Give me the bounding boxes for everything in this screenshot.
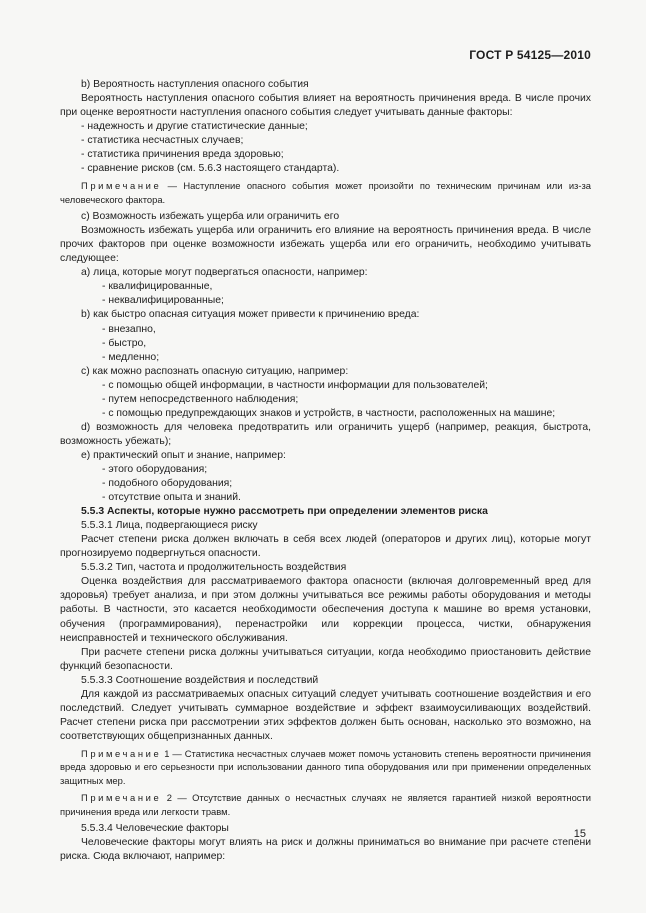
note-label: Примечание (81, 792, 162, 804)
paragraph (60, 351, 591, 365)
paragraph (60, 491, 591, 505)
paragraph-text: 5.5.3.2 Тип, частота и продолжительность воздействия (81, 562, 347, 574)
paragraph (60, 822, 591, 836)
paragraph-text: - подобного оборудования; (102, 478, 233, 490)
paragraph-text: b) Вероятность наступления опасного события (81, 79, 309, 90)
paragraph-text: - медленно; (102, 351, 160, 363)
standard-header: ГОСТ Р 54125—2010 (469, 48, 591, 62)
paragraph (60, 148, 591, 162)
paragraph (60, 463, 591, 477)
paragraph (60, 294, 591, 308)
paragraph-text: 5.5.3.3 Соотношение воздействия и последствий (81, 674, 319, 686)
paragraph (60, 533, 591, 561)
paragraph-text: — Наступление опасного события может произойти по техническим причинам или из-за человеческого фактора. (60, 180, 591, 205)
note-paragraph (60, 791, 591, 818)
paragraph (60, 477, 591, 491)
paragraph (60, 505, 591, 519)
paragraph-text: - внезапно, (102, 323, 156, 335)
paragraph-text: Оценка воздействия для рассматриваемого фактора опасности (включая долговременный вред для здоровья) требует анализа, и при этом должны учитываться все режимы работы оборудования и методы работы. В частности, это касается необходимости обеспечения доступа к машине во время установки, обучения (программирования), перенастройки или коррекции процесса, чистки, обнаружения неисправностей и технического обслуживания. (60, 576, 591, 644)
paragraph (60, 393, 591, 407)
paragraph (60, 308, 591, 322)
paragraph-text: 2 — Отсутствие данных о несчастных случаях не является гарантией низкой вероятности причинения вреда или легкости травм. (60, 792, 591, 817)
paragraph-text: Человеческие факторы могут влиять на риск и должны приниматься во внимание при расчете степени риска. Сюда включают, например: (60, 837, 591, 863)
paragraph (60, 323, 591, 337)
paragraph (60, 519, 591, 533)
paragraph (60, 646, 591, 674)
paragraph (60, 836, 591, 864)
paragraph (60, 280, 591, 294)
paragraph (60, 92, 591, 120)
paragraph-text: 5.5.3.1 Лица, подвергающиеся риску (81, 520, 258, 532)
paragraph-text: - быстро, (102, 337, 147, 349)
paragraph-text: d) возможность для человека предотвратить или ограничить ущерб (например, реакция, быстрота, возможность убежать); (60, 421, 591, 447)
note-label: Примечание (81, 747, 162, 759)
paragraph-text: Вероятность наступления опасного события влияет на вероятность причинения вреда. В числе прочих при оценке вероятности наступления опасного события следует учитывать данные факторы: (60, 93, 591, 119)
paragraph (60, 674, 591, 688)
paragraph-text: При расчете степени риска должны учитываться ситуации, когда необходимо приостановить действие функций безопасности. (60, 646, 591, 672)
paragraph (60, 224, 591, 266)
paragraph-text: c) Возможность избежать ущерба или ограничить его (81, 211, 340, 223)
paragraph (60, 407, 591, 421)
paragraph-text: Расчет степени риска должен включать в себя всех людей (операторов и других лиц), которые могут прогнозируемо подвергнуться опасности. (60, 534, 591, 560)
paragraph-text: - этого оборудования; (102, 463, 208, 475)
paragraph-text: 5.5.3.4 Человеческие факторы (81, 822, 229, 834)
paragraph (60, 210, 591, 224)
paragraph (60, 134, 591, 148)
paragraph (60, 120, 591, 134)
paragraph-text: - неквалифицированные; (102, 295, 224, 307)
paragraph (60, 162, 591, 176)
paragraph (60, 337, 591, 351)
paragraph-text: - статистика причинения вреда здоровью; (81, 149, 284, 161)
paragraph-text: Возможность избежать ущерба или ограничить его влияние на вероятность причинения вреда. В числе прочих факторов при оценке возможности избежать ущерба или его ограничить, необходимо учитывать следующее: (60, 225, 591, 265)
paragraph-text: a) лица, которые могут подвергаться опасности, например: (81, 267, 368, 279)
paragraph (60, 78, 591, 92)
paragraph (60, 561, 591, 575)
paragraph-text: - сравнение рисков (см. 5.6.3 настоящего стандарта). (81, 163, 340, 175)
paragraph-text: c) как можно распознать опасную ситуацию, например: (81, 365, 349, 377)
paragraph-text: e) практический опыт и знание, например: (81, 449, 286, 461)
page-number: 15 (573, 828, 586, 840)
paragraph (60, 266, 591, 280)
note-label: Примечание (81, 180, 162, 192)
document-body (60, 78, 591, 864)
note-paragraph (60, 747, 591, 787)
paragraph-text: - квалифицированные, (102, 281, 213, 293)
paragraph-text: Для каждой из рассматриваемых опасных ситуаций следует учитывать соотношение воздействия и его последствий. Следует учитывать суммарное воздействие и эффект взаимоусиливающих воздействий. Расчет степени риска при рассмотрении этих эффектов должен быть основан, насколько это возможно, на соответствующих общепризнанных данных. (60, 688, 591, 742)
paragraph (60, 365, 591, 379)
paragraph (60, 421, 591, 449)
paragraph-text: - с помощью общей информации, в частности информации для пользователей; (102, 379, 488, 391)
paragraph-text: - статистика несчастных случаев; (81, 135, 244, 147)
paragraph-text: - с помощью предупреждающих знаков и устройств, в частности, расположенных на машине; (102, 407, 556, 419)
paragraph-text: - надежность и другие статистические данные; (81, 121, 308, 133)
paragraph-text: - отсутствие опыта и знаний. (102, 492, 241, 504)
paragraph-text: - путем непосредственного наблюдения; (102, 393, 299, 405)
paragraph-text: b) как быстро опасная ситуация может привести к причинению вреда: (81, 309, 420, 321)
paragraph (60, 575, 591, 645)
paragraph (60, 379, 591, 393)
paragraph-text: 5.5.3 Аспекты, которые нужно рассмотреть при определении элементов риска (81, 506, 488, 518)
note-paragraph (60, 179, 591, 206)
paragraph (60, 449, 591, 463)
paragraph (60, 688, 591, 744)
paragraph-text: 1 — Статистика несчастных случаев может помочь установить степень вероятности причинения вреда здоровью и его серьезности при использовании данного типа оборудования или при применении определенных защитных мер. (60, 747, 591, 786)
